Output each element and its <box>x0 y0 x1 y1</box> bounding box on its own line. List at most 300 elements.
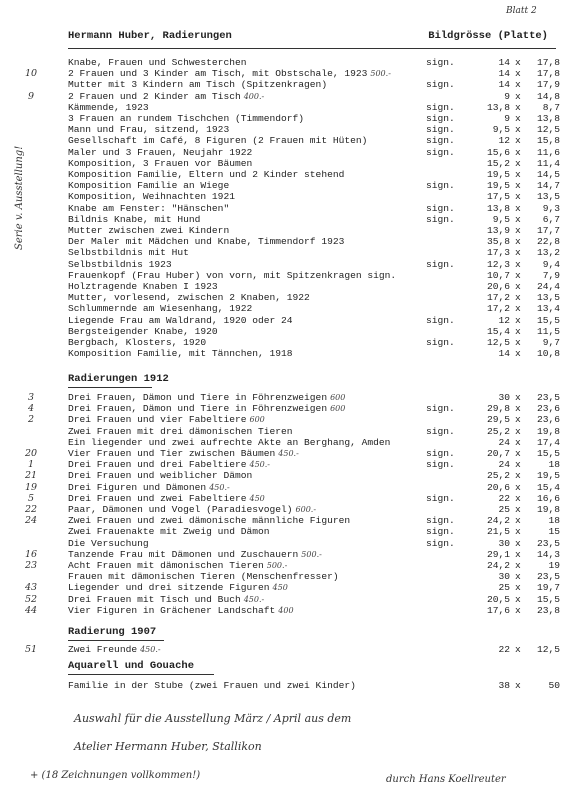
artwork-title <box>68 147 252 158</box>
dimension-width: 15,4 <box>536 481 560 493</box>
dimension-height: 38 <box>498 680 510 691</box>
list-item <box>68 425 560 437</box>
artwork-title <box>68 203 229 214</box>
artwork-title-text: Die Versuchung <box>68 537 149 549</box>
margin-number: 10 <box>24 68 38 80</box>
artwork-title-text: Ein liegender und zwei aufrechte Akte an Berghang, Amden <box>68 436 391 448</box>
list-item <box>68 582 560 594</box>
handwritten-price: 450.- <box>243 594 265 604</box>
margin-number: 16 <box>24 548 38 560</box>
dimension-width: 12,5 <box>536 644 560 655</box>
list-item <box>68 292 560 304</box>
artwork-title-text: Tanzende Frau mit Dämonen und Zuschauern <box>68 548 299 560</box>
list-item <box>68 202 560 214</box>
dimension-height: 21,5 <box>486 526 510 538</box>
artwork-title-text: Kämmende, 1923 <box>68 101 149 113</box>
list-item <box>68 481 560 493</box>
list-item <box>68 281 560 292</box>
times-sign: x <box>515 202 521 214</box>
dimension-width: 19 <box>548 560 560 571</box>
times-sign: x <box>515 392 521 403</box>
signed-marker: sign. <box>426 213 455 225</box>
dimension-width: 12,5 <box>536 124 560 136</box>
signed-marker: sign. <box>426 314 455 326</box>
dimension-height: 30 <box>498 392 510 403</box>
list-item <box>68 392 560 403</box>
times-sign: x <box>515 269 521 281</box>
dimension-height: 25,2 <box>486 425 510 437</box>
times-sign: x <box>515 225 521 236</box>
dimension-width: 14,7 <box>536 180 560 192</box>
dimension-height: 30 <box>498 571 510 583</box>
dimension-width: 17,8 <box>536 57 560 68</box>
artwork-title <box>68 158 252 169</box>
artwork-title <box>68 113 304 124</box>
dimension-height: 17,2 <box>486 303 510 315</box>
handwritten-price: 450 <box>272 583 288 593</box>
times-sign: x <box>515 526 521 538</box>
signed-marker: sign. <box>426 79 455 91</box>
dimension-width: 11,4 <box>536 157 560 169</box>
times-sign: x <box>515 169 521 180</box>
list-item <box>68 303 560 315</box>
list-item <box>68 548 560 560</box>
artwork-title-text: Drei Frauen und drei Fabeltiere <box>68 459 247 471</box>
dimension-width: 17,9 <box>536 79 560 91</box>
margin-number: 44 <box>24 604 38 616</box>
artwork-title <box>68 303 252 314</box>
times-sign: x <box>515 101 521 113</box>
times-sign: x <box>515 124 521 136</box>
signed-marker: sign. <box>426 180 455 192</box>
times-sign: x <box>515 68 521 80</box>
times-sign: x <box>515 515 521 527</box>
dimension-height: 13,8 <box>486 202 510 214</box>
artwork-title <box>68 214 200 225</box>
times-sign: x <box>515 571 521 583</box>
artwork-title <box>68 281 218 292</box>
margin-number: 19 <box>24 481 38 493</box>
dimension-height: 13,8 <box>486 101 510 113</box>
dimension-height: 14 <box>498 57 510 68</box>
dimension-height: 12,3 <box>486 258 510 270</box>
dimension-width: 9,3 <box>542 202 560 214</box>
signed-marker: sign. <box>426 57 455 68</box>
signed-marker: sign. <box>426 113 455 124</box>
artwork-title <box>68 292 310 303</box>
dimension-height: 14 <box>498 79 510 91</box>
dimension-height: 25 <box>498 582 510 594</box>
dimension-width: 18 <box>548 515 560 527</box>
dimension-width: 23,6 <box>536 414 560 426</box>
list-item <box>68 225 560 236</box>
artwork-title-text: Mann und Frau, sitzend, 1923 <box>68 124 230 136</box>
artwork-title <box>68 348 293 359</box>
artwork-title-text: Drei Figuren und Dämonen <box>68 481 207 493</box>
header-rule <box>68 48 556 49</box>
dimension-height: 24,2 <box>486 515 510 527</box>
dimension-width: 9,7 <box>542 337 560 348</box>
dimension-height: 14 <box>498 68 510 80</box>
margin-number: 21 <box>24 470 38 482</box>
page-title: Hermann Huber, Radierungen <box>68 30 232 42</box>
handwritten-price: 450.- <box>209 482 230 492</box>
times-sign: x <box>515 292 521 304</box>
list-item <box>68 157 560 169</box>
list-item <box>68 414 560 426</box>
times-sign: x <box>515 504 521 515</box>
dimension-height: 9,5 <box>492 124 510 136</box>
list-item <box>68 213 560 225</box>
times-sign: x <box>515 281 521 292</box>
artwork-title <box>68 259 172 270</box>
dimension-width: 15,5 <box>536 314 560 326</box>
list-item <box>68 403 560 415</box>
list-item <box>68 593 560 605</box>
artwork-title <box>68 504 316 515</box>
dimension-height: 25,2 <box>486 470 510 482</box>
artwork-title-text: Drei Frauen, Dämon und Tiere in Föhrenzweigen <box>68 392 328 403</box>
signed-marker: sign. <box>426 146 455 158</box>
list-item <box>68 492 560 504</box>
dimension-width: 23,5 <box>536 537 560 549</box>
dimension-height: 22 <box>498 644 510 655</box>
list-item <box>68 236 560 248</box>
margin-number: 24 <box>24 515 38 527</box>
list-item <box>68 448 560 459</box>
artwork-title <box>68 526 270 537</box>
times-sign: x <box>515 537 521 549</box>
dimension-height: 12,5 <box>486 337 510 348</box>
artwork-title-text: Maler und 3 Frauen, Neujahr 1922 <box>68 146 253 158</box>
artwork-title <box>68 79 327 90</box>
times-sign: x <box>515 425 521 437</box>
handwritten-price: 500.- <box>266 561 288 570</box>
footer-note-line-2: Atelier Hermann Huber, Stallikon <box>74 740 262 753</box>
dimension-height: 19,5 <box>486 180 510 192</box>
footer-note-line-1: Auswahl für die Ausstellung März / April aus dem <box>74 712 352 725</box>
margin-number: 3 <box>27 392 35 403</box>
artwork-title-text: Drei Frauen mit Tisch und Buch <box>68 593 241 605</box>
margin-number: 51 <box>24 644 38 655</box>
artwork-title-text: Liegende Frau am Waldrand, 1920 oder 24 <box>68 314 293 326</box>
artwork-title <box>68 169 344 180</box>
artwork-title <box>68 605 294 616</box>
handwritten-price: 600.- <box>295 505 317 514</box>
times-sign: x <box>515 157 521 169</box>
dimension-height: 30 <box>498 537 510 549</box>
list-item <box>68 560 560 571</box>
dimension-width: 13,5 <box>536 292 560 304</box>
artwork-title-text: 3 Frauen an rundem Tischchen (Timmendorf) <box>68 113 305 124</box>
artwork-title-text: Holztragende Knaben I 1923 <box>68 281 218 292</box>
signed-marker: sign. <box>426 124 455 136</box>
list-item <box>68 515 560 527</box>
list-item <box>68 325 560 337</box>
artwork-title <box>68 414 265 425</box>
dimension-width: 11,6 <box>536 146 560 158</box>
artwork-title <box>68 315 293 326</box>
dimension-height: 29,1 <box>486 548 510 560</box>
artwork-title-text: Selbstbildnis 1923 <box>68 258 172 270</box>
dimension-width: 23,5 <box>536 392 560 403</box>
section-title-1907: Radierung 1907 <box>68 626 157 638</box>
margin-number: 23 <box>24 560 38 571</box>
list-item <box>68 604 560 616</box>
signed-marker: sign. <box>426 337 455 348</box>
handwritten-price: 450 <box>249 493 265 503</box>
dimension-width: 16,6 <box>536 492 560 504</box>
list-item <box>68 337 560 348</box>
margin-vertical-note: Serie v. Ausstellung! <box>14 145 25 250</box>
artwork-title <box>68 680 356 691</box>
dimension-width: 23,8 <box>536 604 560 616</box>
list-item <box>68 269 560 281</box>
handwritten-price: 450.- <box>140 645 161 654</box>
list-item <box>68 314 560 326</box>
dimension-width: 22,8 <box>536 236 560 248</box>
times-sign: x <box>515 79 521 91</box>
times-sign: x <box>515 604 521 616</box>
artwork-title-text: Paar, Dämonen und Vogel (Paradiesvogel) <box>68 504 293 515</box>
artwork-title-text: Der Maler mit Mädchen und Knabe, Timmendorf 1923 <box>68 236 345 248</box>
dimension-width: 14,5 <box>536 169 560 180</box>
artwork-title-text: Familie in der Stube (zwei Frauen und zwei Kinder) <box>68 680 356 691</box>
list-item <box>68 459 560 471</box>
artwork-title <box>68 571 339 582</box>
artwork-title-text: Komposition, 3 Frauen vor Bäumen <box>68 157 253 169</box>
dimension-height: 20,6 <box>486 281 510 292</box>
dimension-width: 13,2 <box>536 247 560 259</box>
times-sign: x <box>515 191 521 203</box>
artwork-title-text: Acht Frauen mit dämonischen Tieren <box>68 560 264 571</box>
dimension-height: 9 <box>504 113 510 124</box>
dimension-height: 24 <box>498 436 510 448</box>
times-sign: x <box>515 348 521 360</box>
signed-marker: sign. <box>426 202 455 214</box>
list-item <box>68 526 560 538</box>
artwork-title <box>68 493 265 504</box>
artwork-title <box>68 594 264 605</box>
page-header <box>68 30 548 46</box>
section-rule-1907 <box>68 640 164 641</box>
dimension-height: 12 <box>498 135 510 147</box>
list-item <box>68 135 560 147</box>
list-item <box>68 57 560 68</box>
dimension-height: 17,5 <box>486 191 510 203</box>
artwork-title-text: Komposition Familie, Eltern und 2 Kinder stehend <box>68 169 345 180</box>
artwork-title-text: Schlummernde am Wiesenhang, 1922 <box>68 303 253 315</box>
dimension-height: 10,7 <box>486 269 510 281</box>
dimension-height: 9,5 <box>492 213 510 225</box>
artwork-title <box>68 191 235 202</box>
artwork-title-text: Bergsteigender Knabe, 1920 <box>68 325 218 337</box>
artwork-title <box>68 270 396 281</box>
artwork-title <box>68 180 229 191</box>
artwork-title <box>68 560 287 571</box>
times-sign: x <box>515 481 521 493</box>
artwork-title <box>68 91 264 102</box>
margin-number: 20 <box>24 448 38 459</box>
dimension-height: 25 <box>498 504 510 515</box>
dimension-height: 19,5 <box>486 169 510 180</box>
artwork-title-text: Bergbach, Klosters, 1920 <box>68 337 207 348</box>
artwork-title <box>68 448 299 459</box>
list-item <box>68 68 560 80</box>
signed-marker: sign. <box>426 258 455 270</box>
list-item <box>68 436 560 448</box>
signature: durch Hans Koellreuter <box>386 774 506 785</box>
artwork-title-text: Liegender und drei sitzende Figuren <box>68 582 270 594</box>
artwork-title <box>68 135 367 146</box>
artwork-title-text: Bildnis Knabe, mit Hund <box>68 213 201 225</box>
times-sign: x <box>515 135 521 147</box>
times-sign: x <box>515 680 521 691</box>
times-sign: x <box>515 314 521 326</box>
section-rule-1912 <box>68 387 152 388</box>
times-sign: x <box>515 213 521 225</box>
times-sign: x <box>515 113 521 124</box>
artwork-title <box>68 326 218 337</box>
artwork-title-text: Frauenkopf (Frau Huber) von vorn, mit Spitzenkragen sign. <box>68 269 397 281</box>
dimension-height: 14 <box>498 348 510 360</box>
handwritten-price: 600 <box>330 393 346 402</box>
artwork-title-text: Mutter, vorlesend, zwischen 2 Knaben, 1922 <box>68 292 310 304</box>
artwork-title-text: Zwei Frauen und zwei dämonische männliche Figuren <box>68 515 351 527</box>
signed-marker: sign. <box>426 135 455 147</box>
dimension-height: 20,6 <box>486 481 510 493</box>
list-item <box>68 101 560 113</box>
dimension-height: 12 <box>498 314 510 326</box>
times-sign: x <box>515 448 521 459</box>
times-sign: x <box>515 403 521 415</box>
list-item <box>68 191 560 203</box>
dimension-width: 17,4 <box>536 436 560 448</box>
list-item <box>68 180 560 192</box>
times-sign: x <box>515 492 521 504</box>
dimension-height: 15,2 <box>486 157 510 169</box>
handwritten-price: 500.- <box>370 69 391 79</box>
times-sign: x <box>515 560 521 571</box>
dimension-width: 14,8 <box>536 90 560 102</box>
artwork-title <box>68 236 344 247</box>
list-item <box>68 169 560 180</box>
artwork-title-text: Vier Frauen und Tier zwischen Bäumen <box>68 448 276 459</box>
artwork-title-text: Mutter mit 3 Kindern am Tisch (Spitzenkragen) <box>68 79 328 91</box>
dimension-height: 35,8 <box>486 236 510 248</box>
handwritten-price: 400 <box>278 605 294 615</box>
signed-marker: sign. <box>426 459 455 471</box>
list-item <box>68 146 560 158</box>
signed-marker: sign. <box>426 515 455 527</box>
dimension-height: 24,2 <box>486 560 510 571</box>
list-item <box>68 90 560 102</box>
dimension-height: 17,3 <box>486 247 510 259</box>
dimension-width: 7,9 <box>542 269 560 281</box>
times-sign: x <box>515 57 521 68</box>
dimension-height: 20,7 <box>486 448 510 459</box>
times-sign: x <box>515 470 521 482</box>
dimension-width: 15,8 <box>536 135 560 147</box>
dimension-width: 50 <box>548 680 560 691</box>
dimension-width: 9,4 <box>542 258 560 270</box>
times-sign: x <box>515 258 521 270</box>
list-item <box>68 504 560 515</box>
artwork-title <box>68 68 391 79</box>
dimension-width: 15,5 <box>536 593 560 605</box>
artwork-title <box>68 337 206 348</box>
artwork-title <box>68 392 345 403</box>
times-sign: x <box>515 337 521 348</box>
dimension-width: 10,8 <box>536 348 560 360</box>
artwork-title <box>68 515 350 526</box>
margin-number: 4 <box>27 403 35 415</box>
artwork-title <box>68 57 246 68</box>
section-title-watercolour: Aquarell und Gouache <box>68 660 195 672</box>
margin-number: 22 <box>24 504 38 515</box>
artwork-title <box>68 459 270 470</box>
artwork-title-text: Zwei Freunde <box>68 644 138 655</box>
list-item <box>68 247 560 259</box>
list-item <box>68 79 560 91</box>
artwork-title <box>68 403 345 414</box>
artwork-title-text: 2 Frauen und 2 Kinder am Tisch <box>68 90 241 102</box>
dimension-height: 29,5 <box>486 414 510 426</box>
artwork-title-text: Drei Frauen und vier Fabeltiere <box>68 414 247 426</box>
dimension-width: 13,4 <box>536 303 560 315</box>
margin-number: 2 <box>27 414 35 426</box>
artwork-title <box>68 582 288 593</box>
handwritten-price: 600 <box>330 404 346 414</box>
signed-marker: sign. <box>426 492 455 504</box>
times-sign: x <box>515 146 521 158</box>
dimension-width: 19,8 <box>536 425 560 437</box>
dimension-width: 18 <box>548 459 560 471</box>
list-item <box>68 124 560 136</box>
dimension-width: 23,6 <box>536 403 560 415</box>
dimension-height: 20,5 <box>486 593 510 605</box>
signed-marker: sign. <box>426 403 455 415</box>
dimension-width: 19,7 <box>536 582 560 594</box>
artwork-title <box>68 247 189 258</box>
dimension-width: 24,4 <box>536 281 560 292</box>
dimension-height: 15,4 <box>486 325 510 337</box>
dimension-width: 15 <box>548 526 560 538</box>
artwork-title-text: Drei Frauen und zwei Fabeltiere <box>68 492 247 504</box>
artwork-title-text: Vier Figuren in Grächener Landschaft <box>68 604 276 616</box>
dimension-width: 6,7 <box>542 213 560 225</box>
dimension-height: 17,2 <box>486 292 510 304</box>
section-rule-watercolour <box>68 674 214 675</box>
footer-note-line-3: + (18 Zeichnungen vollkommen!) <box>30 770 201 781</box>
artwork-title-text: Gesellschaft im Café, 8 Figuren (2 Frauen mit Hüten) <box>68 135 368 147</box>
artwork-title-text: Frauen mit dämonischen Tieren (Menschenfresser) <box>68 571 339 583</box>
dimension-height: 9 <box>504 90 510 102</box>
margin-number: 1 <box>27 459 35 471</box>
corner-note: Blatt 2 <box>506 6 537 16</box>
handwritten-price: 500.- <box>301 549 322 559</box>
dimension-height: 13,9 <box>486 225 510 236</box>
dimension-height: 24 <box>498 459 510 471</box>
artwork-title <box>68 644 161 655</box>
times-sign: x <box>515 236 521 248</box>
section-title-1912: Radierungen 1912 <box>68 373 169 385</box>
times-sign: x <box>515 414 521 426</box>
dimension-height: 22 <box>498 492 510 504</box>
times-sign: x <box>515 90 521 102</box>
list-item <box>68 571 560 583</box>
times-sign: x <box>515 644 521 655</box>
